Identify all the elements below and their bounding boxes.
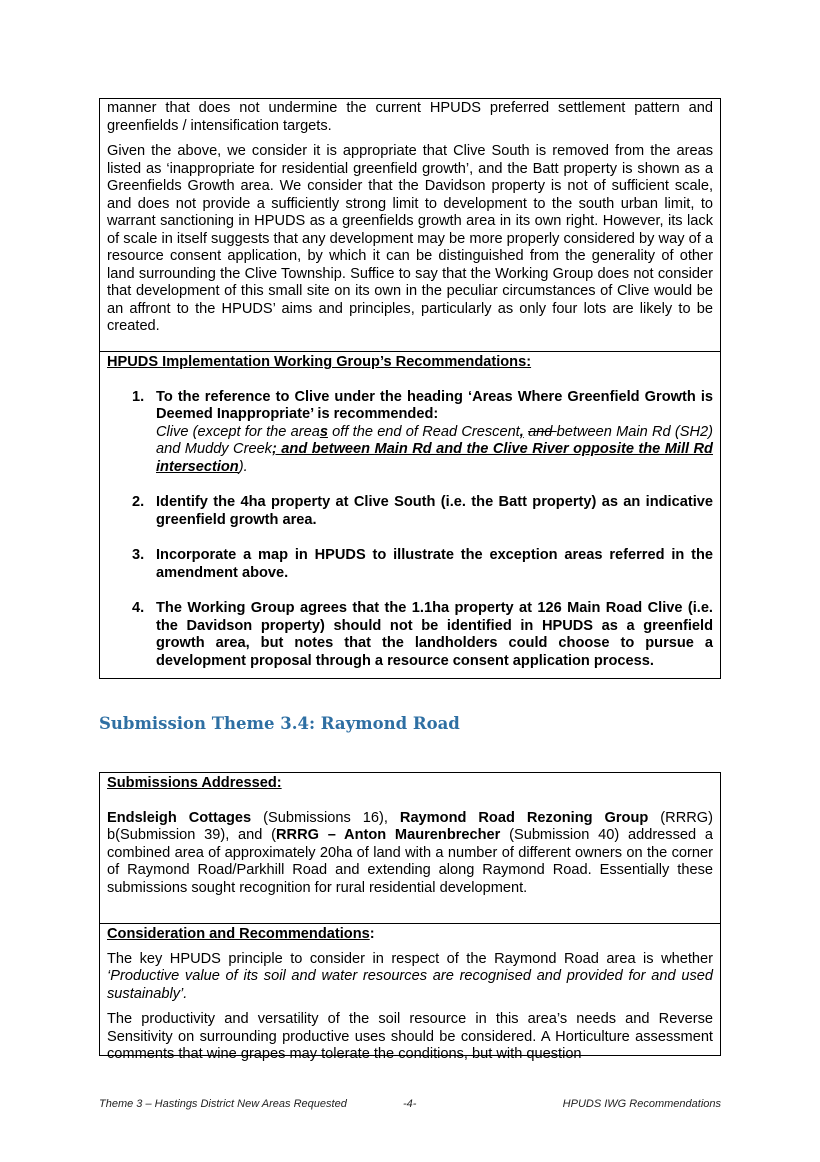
continued-paragraph: manner that does not undermine the current HPUDS preferred settlement pattern and greenfields / intensification targets. [107, 100, 713, 134]
page-footer [99, 1098, 721, 1114]
consideration-heading: Consideration and Recommendations: [107, 926, 375, 942]
section-heading: Submission Theme 3.4: Raymond Road [99, 714, 460, 733]
recommendation-text: To the reference to Clive under the heading ‘Areas Where Greenfield Growth is Deemed Inappropriate’ is recommended: [156, 388, 713, 422]
submissions-heading: Submissions Addressed: [107, 775, 282, 791]
recommendation-item [107, 547, 713, 582]
amendment-text: Clive (except for the areas off the end of Read Crescent, and between Main Rd (SH2) and Muddy Creek; and between Main Rd and the Clive River opposite the Mill Rd intersection). [156, 423, 713, 475]
submissions-cell [100, 773, 720, 924]
clive-recommendations-table [99, 98, 721, 679]
submissions-paragraph: Endsleigh Cottages (Submissions 16), Raymond Road Rezoning Group (RRRG) b(Submission 39), and (RRRG – Anton Maurenbrecher (Submission 40) addressed a combined area of approximately 20ha of land with a number of different owners on the corner of Raymond Road/Parkhill Road and extending along Raymond Road. Essentially these submissions sought recognition for rural residential development. [107, 809, 713, 896]
footer-right: HPUDS IWG Recommendations [562, 1098, 721, 1110]
recommendation-item [107, 389, 713, 477]
recommendations-list [107, 389, 713, 671]
recommendation-text: Incorporate a map in HPUDS to illustrate the exception areas referred in the amendment above. [156, 547, 713, 581]
consideration-cell [100, 924, 720, 1070]
discussion-cell [100, 99, 720, 352]
footer-left: Theme 3 – Hastings District New Areas Requested [99, 1098, 347, 1110]
recommendation-number: 3. [132, 547, 145, 563]
analysis-paragraph: Given the above, we consider it is appropriate that Clive South is removed from the areas listed as ‘inappropriate for residential greenfield growth’, and the Batt property is shown as a Greenfields Growth area. We consider that the Davidson property is not of sufficient scale, and does not provide a sufficiently strong limit to development to the south urban limit, to warrant sanctioning in HPUDS as a greenfields growth area in its own right. However, its lack of scale in itself suggests that any development may be more properly considered by way of a resource consent application, by which it can be distinguished from the generality of other land surrounding the Clive Township. Suffice to say that the Working Group does not consider that development of this small site on its own in the peculiar circumstances of Clive would be an affront to the HPUDS’ aims and principles, particularly as only four lots are likely to be created. [107, 143, 713, 334]
recommendation-item [107, 600, 713, 670]
recommendations-heading: HPUDS Implementation Working Group’s Recommendations: [107, 354, 532, 370]
recommendation-number: 2. [132, 494, 145, 510]
recommendation-text: Identify the 4ha property at Clive South (i.e. the Batt property) as an indicative greenfield growth area. [156, 494, 713, 528]
raymond-road-table [99, 772, 721, 1062]
productivity-paragraph: The productivity and versatility of the soil resource in this area’s needs and Reverse Sensitivity on surrounding productive uses should be considered. A Horticulture assessment comments that wine grapes may tolerate the conditions, but with question [107, 1011, 713, 1062]
recommendation-number: 4. [132, 600, 145, 616]
principle-paragraph: The key HPUDS principle to consider in respect of the Raymond Road area is whether ‘Productive value of its soil and water resources are recognised and provided for and used sustainably’. [107, 950, 713, 1002]
recommendation-item [107, 494, 713, 529]
recommendations-cell [100, 352, 720, 676]
page-number: -4- [403, 1098, 417, 1110]
recommendation-number: 1. [132, 388, 145, 405]
recommendation-text: The Working Group agrees that the 1.1ha property at 126 Main Road Clive (i.e. the Davidson property) should not be identified in HPUDS as a greenfield growth area, but notes that the landholders could choose to pursue a development proposal through a resource consent application process. [156, 600, 713, 669]
